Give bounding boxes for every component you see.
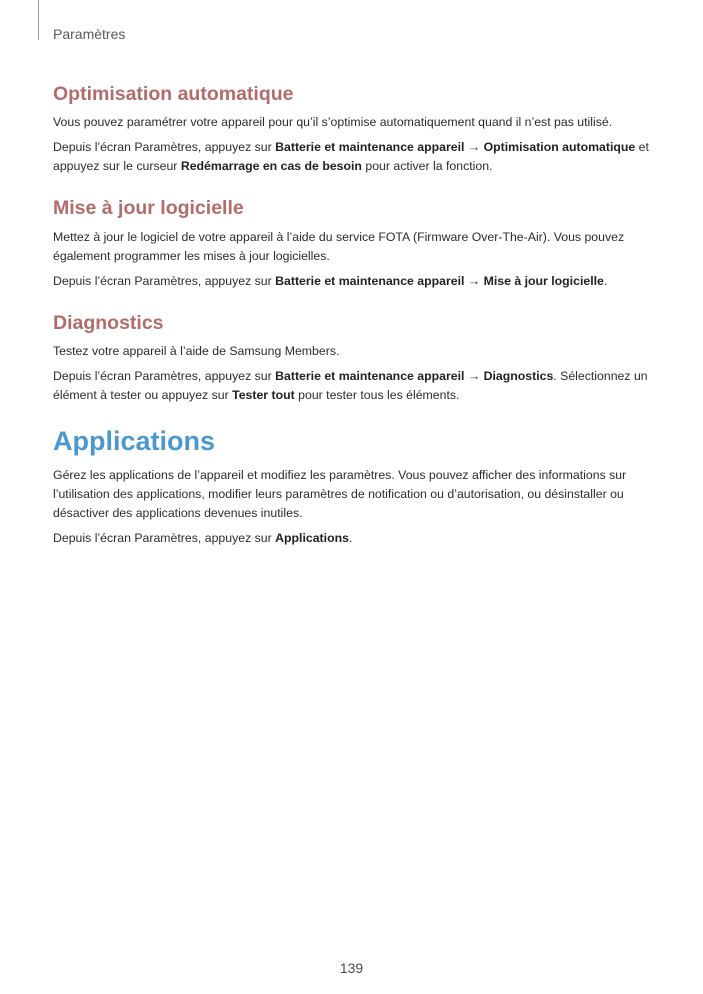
text: . (348, 530, 353, 545)
instruction-paragraph (53, 529, 653, 548)
menu-path-item: Applications (275, 530, 349, 545)
text: et appuyez sur le curseur (53, 140, 649, 174)
option-name: Tester tout (232, 388, 295, 403)
page-content (53, 82, 653, 554)
text: . (603, 273, 608, 288)
setting-name: Redémarrage en cas de besoin (180, 159, 362, 174)
paragraph: Testez votre appareil à l’aide de Samsung Members. (53, 344, 340, 359)
menu-path-item: Batterie et maintenance appareil (275, 273, 465, 288)
instruction-paragraph (53, 138, 653, 176)
menu-path-item: Batterie et maintenance appareil (275, 369, 465, 384)
text: Depuis l’écran Paramètres, appuyez sur (53, 273, 276, 288)
section-optimisation-automatique (53, 82, 653, 176)
paragraph: Mettez à jour le logiciel de votre appareil à l’aide du service FOTA (Firmware Over-The-Air). Vous pouvez également programmer les mises à jour logicielles. (53, 229, 625, 263)
text: pour tester tous les éléments. (294, 388, 460, 403)
section-title: Optimisation automatique (53, 83, 294, 105)
paragraph: Gérez les applications de l’appareil et modifiez les paramètres. Vous pouvez afficher des informations sur l’utilisation des applications, modifier leurs paramètres de notification ou d’autorisation, ou désinstaller ou désactiver des applications devenues inutiles. (53, 467, 627, 520)
text: Depuis l’écran Paramètres, appuyez sur (53, 530, 276, 545)
instruction-paragraph (53, 367, 653, 405)
menu-path-item: Mise à jour logicielle (483, 273, 604, 288)
arrow-icon: → (464, 369, 484, 384)
section-mise-a-jour-logicielle (53, 196, 653, 290)
section-title: Mise à jour logicielle (53, 197, 244, 220)
text: Depuis l’écran Paramètres, appuyez sur (53, 369, 276, 384)
menu-path-item: Batterie et maintenance appareil (275, 140, 465, 155)
running-header: Paramètres (53, 26, 126, 42)
section-applications (53, 425, 653, 547)
text: . Sélectionnez un élément à tester ou appuyez sur (53, 369, 648, 403)
text: Depuis l’écran Paramètres, appuyez sur (53, 140, 276, 155)
arrow-icon: → (464, 273, 484, 288)
margin-rule (38, 0, 39, 40)
menu-path-item: Optimisation automatique (483, 140, 636, 155)
section-title: Diagnostics (53, 311, 164, 334)
text: pour activer la fonction. (361, 159, 493, 174)
menu-path-item: Diagnostics (483, 369, 554, 384)
page-number: 139 (339, 960, 364, 976)
instruction-paragraph (53, 272, 653, 291)
chapter-title: Applications (53, 426, 216, 457)
section-diagnostics (53, 311, 653, 405)
arrow-icon: → (464, 140, 484, 155)
paragraph: Vous pouvez paramétrer votre appareil pour qu’il s’optimise automatiquement quand il n’est pas utilisé. (53, 115, 613, 130)
